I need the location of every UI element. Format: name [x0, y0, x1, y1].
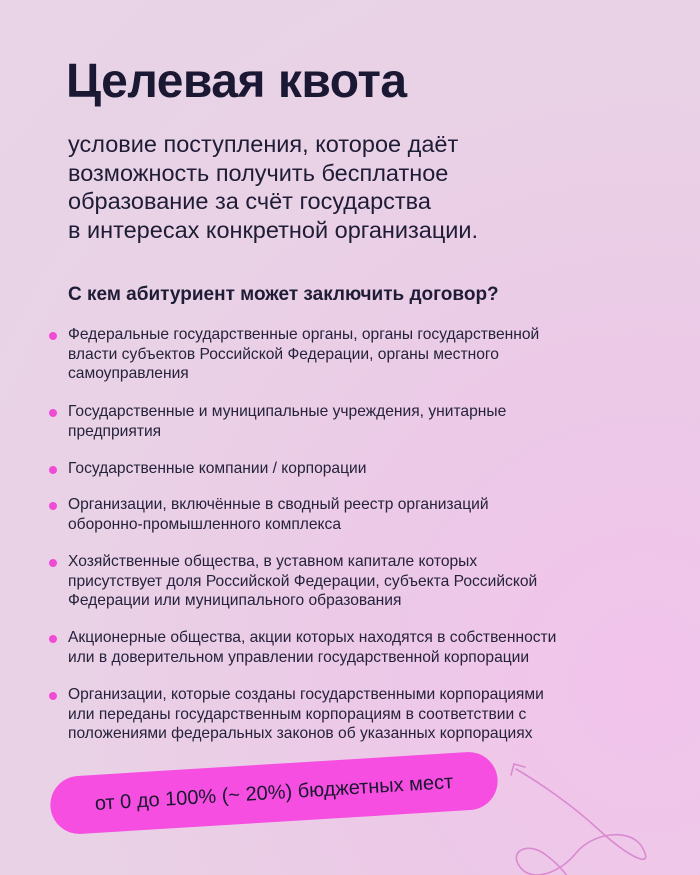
bullet-icon: [49, 692, 57, 700]
bullet-icon: [49, 559, 57, 567]
list-item-line: или переданы государственным корпорациям в соответствии с: [68, 705, 527, 723]
definition-line: возможность получить бесплатное: [68, 159, 449, 186]
list-item-text: [68, 459, 638, 479]
list-item-line: Федерации или муниципального образования: [68, 592, 402, 610]
list-item-line: предприятия: [68, 422, 162, 440]
list-item-line: самоуправления: [68, 365, 189, 383]
definition-line: условие поступления, которое даёт: [68, 131, 459, 157]
bullet-icon: [49, 466, 57, 474]
list-item-line: Хозяйственные общества, в уставном капитале которых: [68, 553, 478, 570]
list-item-text: [68, 495, 638, 534]
definition-text: [68, 130, 628, 244]
list-item-line: власти субъектов Российской Федерации, органы местного: [68, 345, 499, 363]
list-item-line: присутствует доля Российской Федерации, субъекта Российской: [68, 572, 538, 590]
budget-places-text: от 0 до 100% (~ 20%) бюджетных мест: [94, 770, 454, 815]
bullet-icon: [49, 409, 57, 417]
section-heading: С кем абитуриент может заключить договор?: [68, 284, 499, 305]
budget-places-badge: [49, 750, 500, 835]
list-item-text: [68, 685, 638, 744]
list-item-text: [68, 628, 638, 667]
list-item-line: Организации, которые созданы государственными корпорациями: [68, 686, 544, 703]
bullet-icon: [49, 332, 57, 340]
bullet-icon: [49, 502, 57, 510]
page-title: Целевая квота: [66, 55, 407, 108]
list-item-text: [68, 325, 638, 384]
list-item-line: Федеральные государственные органы, органы государственной: [68, 326, 540, 343]
curly-arrow-icon: [480, 755, 700, 875]
list-item-line: Акционерные общества, акции которых находятся в собственности: [68, 629, 557, 646]
bullet-icon: [49, 635, 57, 643]
list-item-text: [68, 552, 638, 611]
list-item-text: [68, 402, 638, 441]
list-item-line: оборонно-промышленного комплекса: [68, 515, 342, 533]
list-item-line: или в доверительном управлении государственной корпорации: [68, 648, 530, 666]
definition-line: в интересах конкретной организации.: [68, 216, 479, 243]
list-item-line: положениями федеральных законов об указанных корпорациях: [68, 725, 533, 743]
definition-line: образование за счёт государства: [68, 188, 431, 214]
list-item-line: Государственные и муниципальные учреждения, унитарные: [68, 403, 507, 420]
list-item-line: Государственные компании / корпорации: [68, 460, 367, 477]
list-item-line: Организации, включённые в сводный реестр организаций: [68, 496, 489, 513]
